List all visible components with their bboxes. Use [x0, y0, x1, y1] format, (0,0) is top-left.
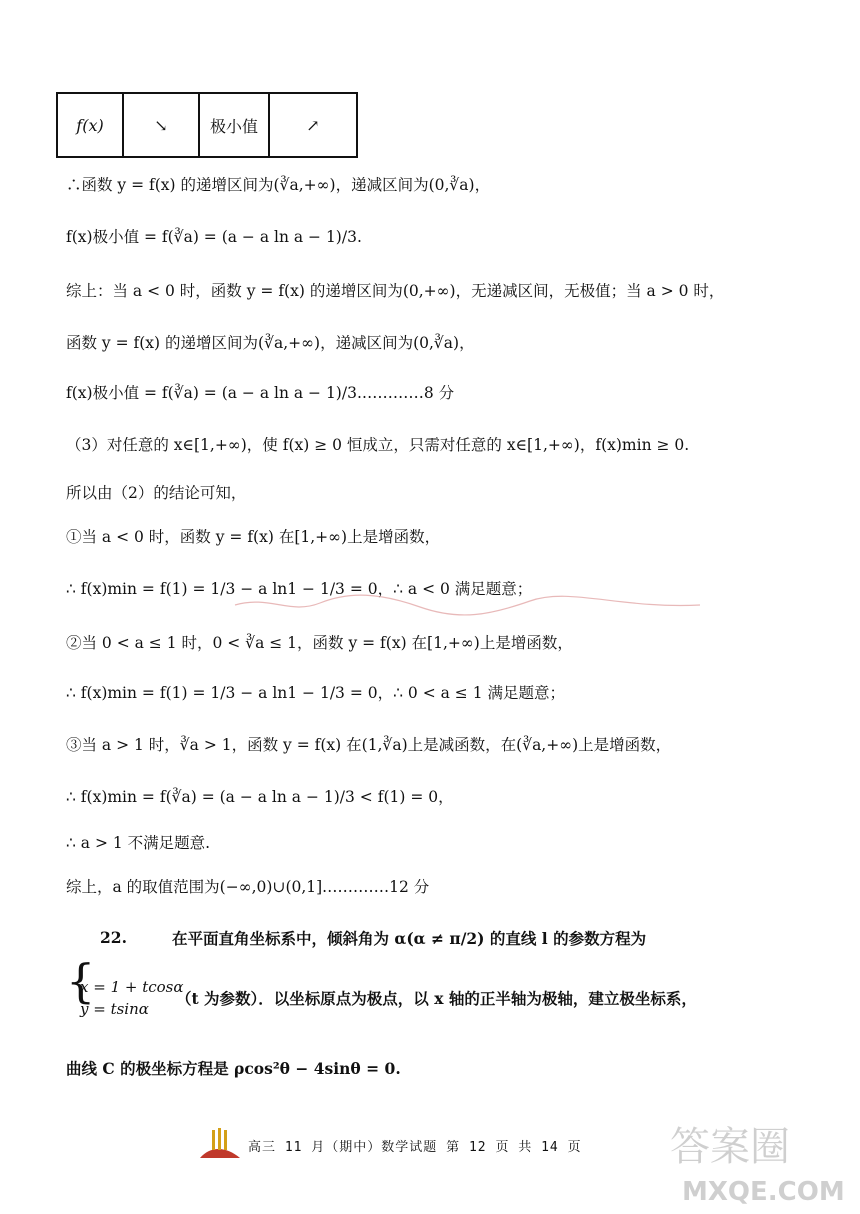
brace-icon: { — [66, 954, 96, 1008]
question-22-continued: （t 为参数）．以坐标原点为极点，以 x 轴的正半轴为极轴，建立极坐标系， — [176, 989, 697, 1008]
text-line-13: ∴ f(x)min = f(∛a) = (a − a ln a − 1)/3 < f(1) = 0， — [66, 788, 454, 806]
question-22-text: 在平面直角坐标系中，倾斜角为 α(α ≠ π/2) 的直线 l 的参数方程为 — [172, 929, 647, 948]
text-line-11: ∴ f(x)min = f(1) = 1/3 − a ln1 − 1/3 = 0，∴ 0 < a ≤ 1 满足题意； — [66, 684, 565, 702]
text-line-6: （3）对任意的 x∈[1,+∞)，使 f(x) ≥ 0 恒成立，只需对任意的 x∈[1,+∞)，f(x)min ≥ 0. — [66, 436, 690, 454]
text-line-1: ∴函数 y = f(x) 的递增区间为(∛a,+∞)，递减区间为(0,∛a)， — [66, 176, 491, 194]
svg-text:MXQE.COM: MXQE.COM — [682, 1177, 845, 1207]
param-eq-x: x = 1 + tcosα — [80, 978, 184, 996]
param-eq-y: y = tsinα — [80, 1000, 149, 1018]
text-line-4: 函数 y = f(x) 的递增区间为(∛a,+∞)，递减区间为(0,∛a)， — [66, 334, 475, 352]
page-footer: 高三 11 月（期中）数学试题 第 12 页 共 14 页 — [248, 1140, 582, 1155]
sign-cell-increase: ↗ — [269, 93, 357, 157]
text-line-8: ①当 a < 0 时，函数 y = f(x) 在[1,+∞)上是增函数， — [66, 528, 441, 546]
sign-table — [56, 92, 358, 158]
text-line-7: 所以由（2）的结论可知， — [66, 484, 247, 502]
publisher-logo-icon — [196, 1124, 244, 1164]
text-line-3: 综上：当 a < 0 时，函数 y = f(x) 的递增区间为(0,+∞)，无递减区间，无极值；当 a > 0 时， — [66, 282, 725, 300]
question-22-number: 22. — [100, 928, 127, 947]
question-22-curve: 曲线 C 的极坐标方程是 ρcos²θ − 4sinθ = 0. — [66, 1059, 401, 1078]
text-line-5: f(x)极小值 = f(∛a) = (a − a ln a − 1)/3.…………8 分 — [66, 384, 455, 402]
svg-text:答案圈: 答案圈 — [670, 1124, 790, 1170]
text-line-12: ③当 a > 1 时，∛a > 1，函数 y = f(x) 在(1,∛a)上是减函数，在(∛a,+∞)上是增函数， — [66, 736, 672, 754]
text-line-15: 综上，a 的取值范围为(−∞,0)∪(0,1].…………12 分 — [66, 878, 430, 896]
text-line-10: ②当 0 < a ≤ 1 时，0 < ∛a ≤ 1，函数 y = f(x) 在[1,+∞)上是增函数， — [66, 634, 573, 652]
pencil-scribble — [230, 585, 710, 625]
text-line-2: f(x)极小值 = f(∛a) = (a − a ln a − 1)/3. — [66, 228, 362, 246]
sign-cell-fx: f(x) — [57, 93, 123, 157]
text-line-9: ∴ f(x)min = f(1) = 1/3 − a ln1 − 1/3 = 0，∴ a < 0 满足题意； — [66, 580, 533, 598]
sign-cell-decrease: ↘ — [123, 93, 199, 157]
watermark-logo — [660, 1116, 850, 1212]
sign-cell-minimum: 极小值 — [199, 93, 269, 157]
text-line-14: ∴ a > 1 不满足题意. — [66, 834, 211, 852]
